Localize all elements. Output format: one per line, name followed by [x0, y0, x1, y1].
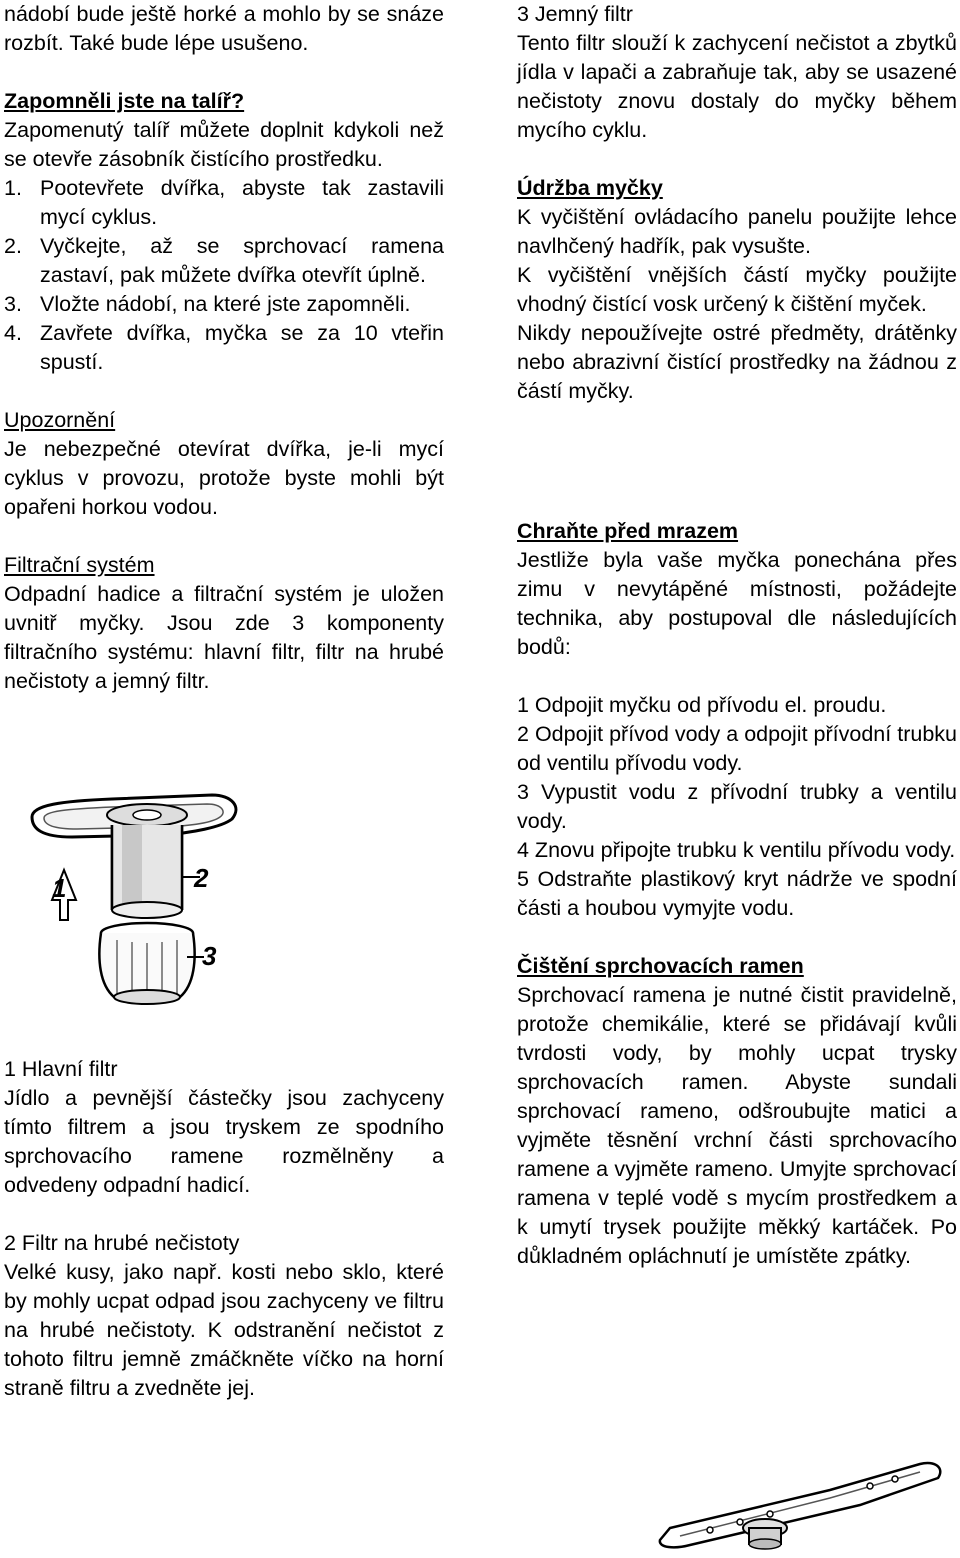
arms-heading: Čištění sprchovacích ramen — [517, 954, 804, 978]
coarse-filter-heading: 2 Filtr na hrubé nečistoty — [4, 1231, 240, 1255]
right-column-lower — [517, 517, 957, 1271]
maintenance-text-2: K vyčištění vnějších částí myčky použijte vhodný čistící vosk určený k čištění myček. — [517, 263, 957, 316]
fine-filter-heading: 3 Jemný filtr — [517, 2, 633, 26]
forgot-steps — [4, 174, 444, 377]
list-item: 2. Vyčkejte, až se sprchovací ramena zastaví, pak můžete dvířka otevřít úplně. — [4, 234, 444, 287]
list-item: 3. Vložte nádobí, na které jste zapomněli. — [4, 292, 411, 316]
warning-text: Je nebezpečné otevírat dvířka, je-li mycí cyklus v provozu, protože byste mohli být opařeni horkou vodou. — [4, 437, 444, 519]
spray-arm-diagram — [650, 1450, 950, 1550]
list-item: 2 Odpojit přívod vody a odpojit přívodní trubku od ventilu přívodu vody. — [517, 722, 957, 775]
list-item: 4. Zavřete dvířka, myčka se za 10 vteřin spustí. — [4, 321, 444, 374]
right-column — [517, 0, 957, 406]
left-column — [4, 0, 444, 696]
maintenance-text-3: Nikdy nepoužívejte ostré předměty, drátěnky nebo abrazivní čistící prostředky na žádnou z částí myčky. — [517, 321, 957, 403]
figure-label-3: 3 — [202, 941, 217, 971]
filter-diagram — [22, 785, 252, 1030]
forgot-heading: Zapomněli jste na talíř? — [4, 89, 245, 113]
list-item: 1 Odpojit myčku od přívodu el. proudu. — [517, 693, 887, 717]
intro-text: nádobí bude ještě horké a mohlo by se snáze rozbít. Také bude lépe usušeno. — [4, 2, 444, 55]
filter-system-text: Odpadní hadice a filtrační systém je uložen uvnitř myčky. Jsou zde 3 komponenty filtračního systému: hlavní filtr, filtr na hrubé nečistoty a jemný filtr. — [4, 582, 444, 693]
list-item: 4 Znovu připojte trubku k ventilu přívodu vody. — [517, 838, 956, 862]
arms-text: Sprchovací ramena je nutné čistit pravidelně, protože chemikálie, které se přidávají kvůli tvrdosti vody, by mohly ucpat trysky sprchovacích ramen. Abyste sundali sprchovací rameno, odšroubujte matici a vyjměte těsnění vrchní části sprchovacího ramene a vyjměte rameno. Umyjte sprchovací ramena v teplé vodě s mycím prostředkem a k umytí trysek použijte měkký kartáček. Po důkladném opláchnutí je umístěte zpátky. — [517, 983, 957, 1268]
main-filter-text: Jídlo a pevnější částečky jsou zachyceny tímto filtrem a jsou tryskem ze spodního sprchovacího ramene rozmělněny a odvedeny odpadní hadicí. — [4, 1086, 444, 1197]
main-filter-heading: 1 Hlavní filtr — [4, 1057, 118, 1081]
coarse-filter-text: Velké kusy, jako např. kosti nebo sklo, které by mohly ucpat odpad jsou zachyceny ve filtru na hrubé nečistoty. K odstranění nečistot z tohoto filtru jemně zmáčkněte víčko na horní straně filtru a zvedněte jej. — [4, 1260, 444, 1400]
frost-heading: Chraňte před mrazem — [517, 519, 739, 543]
list-item: 1. Pootevřete dvířka, abyste tak zastavili mycí cyklus. — [4, 176, 444, 229]
forgot-text: Zapomenutý talíř můžete doplnit kdykoli než se otevře zásobník čistícího prostředku. — [4, 118, 444, 171]
fine-filter-text: Tento filtr slouží k zachycení nečistot a zbytků jídla v lapači a zabraňuje tak, aby se usazené nečistoty znovu dostaly do myčky během mycího cyklu. — [517, 31, 957, 142]
filter-system-heading: Filtrační systém — [4, 553, 155, 577]
list-item: 5 Odstraňte plastikový kryt nádrže ve spodní části a houbou vymyjte vodu. — [517, 867, 957, 920]
figure-label-2: 2 — [194, 863, 209, 893]
left-column-lower — [4, 1055, 444, 1403]
maintenance-heading: Údržba myčky — [517, 176, 663, 200]
maintenance-text-1: K vyčištění ovládacího panelu použijte lehce navlhčený hadřík, pak vysušte. — [517, 205, 957, 258]
figure-label-1: 1 — [52, 873, 67, 903]
warning-heading: Upozornění — [4, 408, 116, 432]
frost-text: Jestliže byla vaše myčka ponechána přes zimu v nevytápěné místnosti, požádejte technika, aby postupoval dle následujících bodů: — [517, 548, 957, 659]
list-item: 3 Vypustit vodu z přívodní trubky a ventilu vody. — [517, 780, 957, 833]
